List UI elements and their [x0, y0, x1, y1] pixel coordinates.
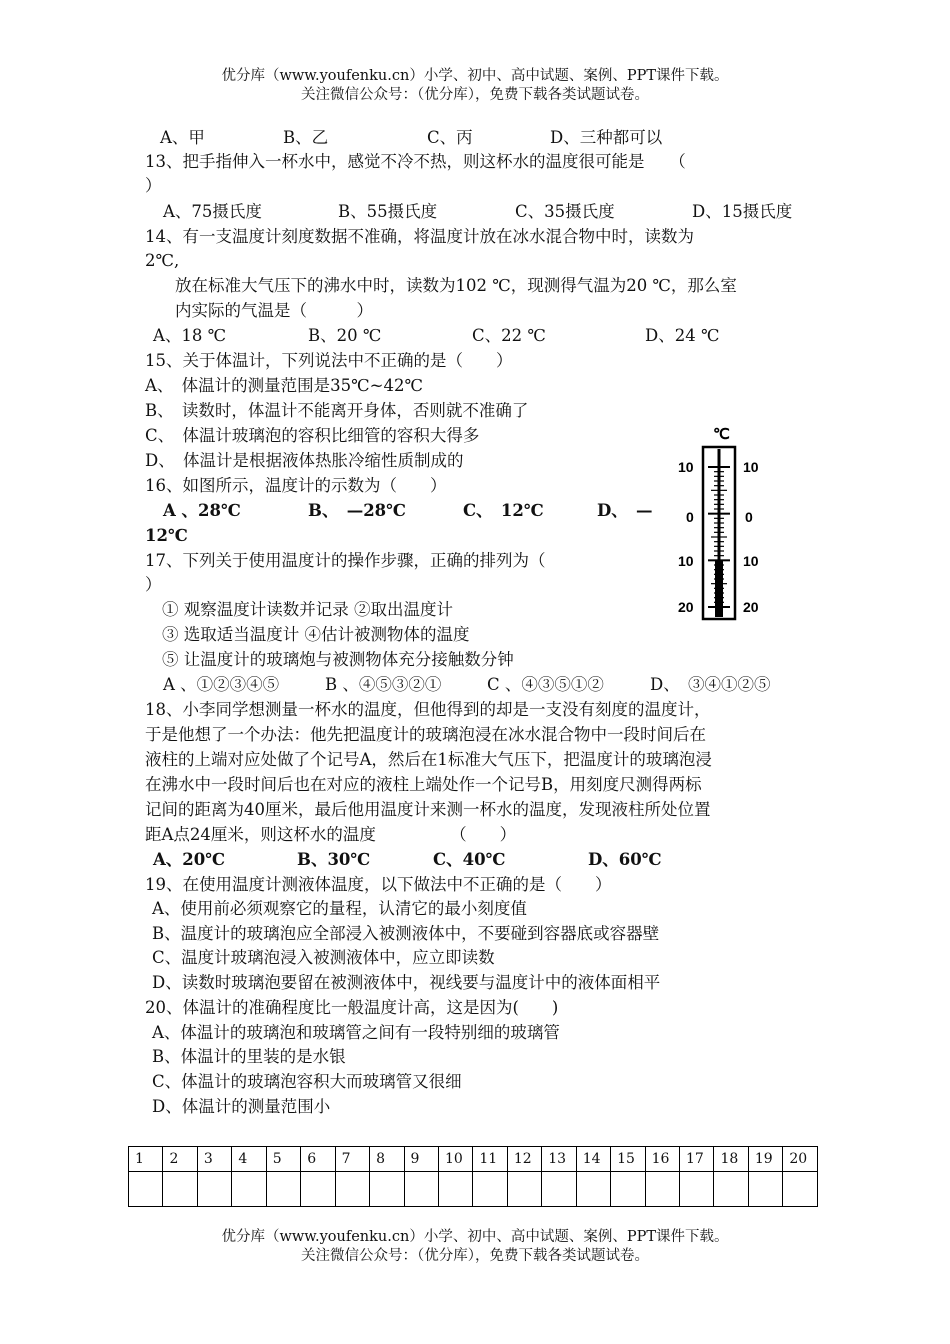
q17-steps-2: ③ 选取适当温度计 ④估计被测物体的温度 — [162, 625, 470, 644]
q18-line-2: 于是他想了一个办法：他先把温度计的玻璃泡浸在冰水混合物中一段时间后在 — [145, 725, 706, 744]
answer-number-cell: 6 — [301, 1147, 335, 1172]
q16-stem: 16、如图所示，温度计的示数为（ ） — [145, 476, 447, 495]
q13-option-d: D、15摄氏度 — [692, 202, 793, 221]
answer-number-cell: 16 — [645, 1147, 679, 1172]
answer-number-cell: 17 — [680, 1147, 714, 1172]
left-label-3: 10 — [678, 553, 694, 569]
answer-input-cell[interactable] — [266, 1172, 300, 1207]
q14-option-a: A、18 ℃ — [153, 326, 227, 345]
q13-stem-cont: ） — [145, 176, 162, 195]
q19-option-c: C、温度计玻璃泡浸入被测液体中，应立即读数 — [152, 948, 495, 967]
q14-option-b: B、20 ℃ — [308, 326, 382, 345]
answer-input-cell[interactable] — [197, 1172, 231, 1207]
q17-stem-cont: ） — [145, 575, 162, 594]
right-label-1: 10 — [743, 459, 759, 475]
q18-option-a: A、20℃ — [153, 850, 226, 869]
q16-option-d-cont: 12℃ — [145, 526, 188, 545]
q17-steps-3: ⑤ 让温度计的玻璃炮与被测物体充分接触数分钟 — [162, 650, 514, 669]
answer-input-cell[interactable] — [576, 1172, 610, 1207]
q17-option-a: A 、①②③④⑤ — [163, 675, 280, 694]
header-line-1: 优分库（www.youfenku.cn）小学、初中、高中试题、案例、PPT课件下载。 — [221, 68, 729, 84]
right-label-4: 20 — [743, 599, 759, 615]
answer-number-cell: 10 — [438, 1147, 472, 1172]
q15-option-a: A、 体温计的测量范围是35℃~42℃ — [145, 376, 423, 395]
q14-stem: 14、有一支温度计刻度数据不准确，将温度计放在冰水混合物中时，读数为 — [145, 227, 694, 246]
q15-option-b: B、 读数时，体温计不能离开身体，否则就不准确了 — [145, 401, 529, 420]
q12-option-b: B、乙 — [283, 128, 329, 147]
q14-option-d: D、24 ℃ — [645, 326, 720, 345]
q19-option-d: D、读数时玻璃泡要留在被测液体中，视线要与温度计中的液体面相平 — [152, 973, 661, 992]
q20-stem: 20、体温计的准确程度比一般温度计高，这是因为( ) — [145, 998, 559, 1017]
answer-number-cell: 20 — [783, 1147, 818, 1172]
q13-stem: 13、把手指伸入一杯水中，感觉不冷不热，则这杯水的温度很可能是 （ — [145, 152, 686, 171]
answer-table — [128, 1146, 818, 1207]
answer-input-cell[interactable] — [301, 1172, 335, 1207]
q16-option-a: A 、28℃ — [163, 501, 241, 520]
answer-number-cell: 14 — [576, 1147, 610, 1172]
answer-input-cell[interactable] — [473, 1172, 507, 1207]
answer-input-cell[interactable] — [714, 1172, 748, 1207]
q20-option-b: B、体温计的里装的是水银 — [152, 1047, 346, 1066]
q18-line-4: 在沸水中一段时间后也在对应的液柱上端处作一个记号B，用刻度尺测得两标 — [145, 775, 702, 794]
q18-line-6: 距A点24厘米，则这杯水的温度 （ ） — [145, 825, 517, 844]
answer-input-cell[interactable] — [748, 1172, 782, 1207]
q19-stem: 19、在使用温度计测液体温度，以下做法中不正确的是（ ） — [145, 875, 612, 894]
q17-option-b: B 、④⑤③②① — [325, 675, 442, 694]
footer-line-1: 优分库（www.youfenku.cn）小学、初中、高中试题、案例、PPT课件下载。 — [221, 1229, 729, 1245]
q20-option-c: C、体温计的玻璃泡容积大而玻璃管又很细 — [152, 1072, 462, 1091]
answer-input-cell[interactable] — [645, 1172, 679, 1207]
answer-input-cell[interactable] — [680, 1172, 714, 1207]
q14-stem-2: 2℃, — [145, 251, 180, 270]
q19-option-b: B、温度计的玻璃泡应全部浸入被测液体中，不要碰到容器底或容器壁 — [152, 924, 660, 943]
footer-line-2: 关注微信公众号：（优分库），免费下载各类试题试卷。 — [301, 1248, 649, 1264]
q16-option-d: D、 — — [597, 501, 653, 520]
answer-table-answer-row — [129, 1172, 818, 1207]
q17-option-c: C 、④③⑤①② — [487, 675, 604, 694]
q15-option-d: D、 体温计是根据液体热胀冷缩性质制成的 — [145, 451, 464, 470]
answer-table-number-row — [129, 1147, 818, 1172]
q16-option-b: B、 —28℃ — [308, 501, 406, 520]
q20-option-a: A、体温计的玻璃泡和玻璃管之间有一段特别细的玻璃管 — [152, 1023, 560, 1042]
q14-stem-4: 内实际的气温是（ ） — [175, 301, 373, 320]
q15-option-c: C、 体温计玻璃泡的容积比细管的容积大得多 — [145, 426, 480, 445]
q18-option-d: D、60℃ — [588, 850, 662, 869]
answer-number-cell: 5 — [266, 1147, 300, 1172]
answer-number-cell: 2 — [163, 1147, 197, 1172]
answer-input-cell[interactable] — [542, 1172, 576, 1207]
answer-input-cell[interactable] — [507, 1172, 541, 1207]
thermometer-figure — [675, 425, 770, 625]
q18-line-5: 记间的距离为40厘米，最后他用温度计来测一杯水的温度，发现液柱所处位置 — [145, 800, 711, 819]
q13-option-c: C、35摄氏度 — [515, 202, 615, 221]
q18-option-c: C、40℃ — [433, 850, 506, 869]
q12-option-d: D、三种都可以 — [550, 128, 663, 147]
q15-stem: 15、关于体温计，下列说法中不正确的是（ ） — [145, 351, 513, 370]
answer-input-cell[interactable] — [163, 1172, 197, 1207]
left-label-1: 10 — [678, 459, 694, 475]
q18-line-3: 液柱的上端对应处做了个记号A，然后在1标准大气压下，把温度计的玻璃泡浸 — [145, 750, 712, 769]
answer-number-cell: 12 — [507, 1147, 541, 1172]
q17-steps-1: ① 观察温度计读数并记录 ②取出温度计 — [162, 600, 453, 619]
answer-number-cell: 19 — [748, 1147, 782, 1172]
answer-input-cell[interactable] — [611, 1172, 645, 1207]
answer-number-cell: 18 — [714, 1147, 748, 1172]
answer-number-cell: 9 — [404, 1147, 438, 1172]
q19-option-a: A、使用前必须观察它的量程，认清它的最小刻度值 — [152, 899, 527, 918]
q18-line-1: 18、小李同学想测量一杯水的温度，但他得到的却是一支没有刻度的温度计， — [145, 700, 711, 719]
header-line-2: 关注微信公众号：（优分库），免费下载各类试题试卷。 — [301, 87, 649, 103]
q17-option-d: D、 ③④①②⑤ — [650, 675, 771, 694]
thermometer-unit: ℃ — [713, 426, 730, 443]
answer-number-cell: 8 — [370, 1147, 404, 1172]
answer-input-cell[interactable] — [335, 1172, 369, 1207]
answer-number-cell: 7 — [335, 1147, 369, 1172]
answer-input-cell[interactable] — [438, 1172, 472, 1207]
answer-input-cell[interactable] — [370, 1172, 404, 1207]
answer-input-cell[interactable] — [404, 1172, 438, 1207]
right-label-2: 0 — [745, 509, 753, 525]
left-label-2: 0 — [686, 509, 694, 525]
answer-input-cell[interactable] — [783, 1172, 818, 1207]
q14-stem-3: 放在标准大气压下的沸水中时，读数为102 ℃，现测得气温为20 ℃，那么室 — [175, 276, 737, 295]
right-label-3: 10 — [743, 553, 759, 569]
left-label-4: 20 — [678, 599, 694, 615]
answer-number-cell: 4 — [232, 1147, 266, 1172]
q14-option-c: C、22 ℃ — [472, 326, 546, 345]
q13-option-b: B、55摄氏度 — [338, 202, 438, 221]
q12-option-c: C、丙 — [427, 128, 473, 147]
answer-input-cell[interactable] — [129, 1172, 163, 1207]
q16-option-c: C、 12℃ — [463, 501, 544, 520]
answer-number-cell: 13 — [542, 1147, 576, 1172]
q17-stem: 17、下列关于使用温度计的操作步骤，正确的排列为（ — [145, 551, 546, 570]
q20-option-d: D、体温计的测量范围小 — [152, 1097, 331, 1116]
q13-option-a: A、75摄氏度 — [163, 202, 262, 221]
q12-option-a: A、甲 — [160, 128, 205, 147]
q18-option-b: B、30℃ — [297, 850, 371, 869]
answer-number-cell: 1 — [129, 1147, 163, 1172]
answer-number-cell: 15 — [611, 1147, 645, 1172]
answer-number-cell: 11 — [473, 1147, 507, 1172]
answer-input-cell[interactable] — [232, 1172, 266, 1207]
answer-number-cell: 3 — [197, 1147, 231, 1172]
